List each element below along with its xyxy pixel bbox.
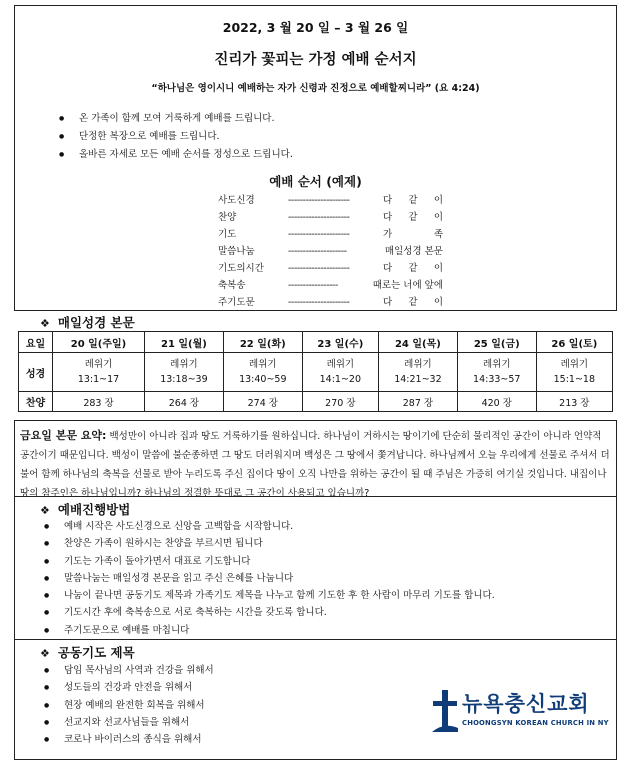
order-dashes: --------------------- [288,229,350,240]
list-item: ● 선교지와 선교사님들을 위해서 [44,714,214,731]
order-row [218,226,443,243]
scripture-cell: 레위기 15:1~18 [536,353,612,392]
row-label: 성경 [19,353,53,392]
table-row [19,332,613,353]
order-row [218,277,443,294]
order-dashes: ----------------- [288,280,338,291]
order-value: 가 족 [383,229,443,240]
order-row [218,192,443,209]
order-name: 말씀나눔 [218,246,255,257]
day-header: 23 일(수) [302,332,378,353]
table-row [19,392,613,412]
day-header: 21 일(월) [145,332,224,353]
method-list [44,518,495,639]
scripture-cell: 레위기 13:40~59 [223,353,302,392]
list-item: ● 현장 예배의 완전한 회복을 위해서 [44,697,214,714]
scripture-cell: 레위기 14:1~20 [302,353,378,392]
method-heading: ❖ 예배진행방법 [40,502,131,517]
hymn-cell: 420 장 [457,392,536,412]
order-value: 매일성경 본문 [384,246,443,257]
scripture-cell: 레위기 13:1~17 [53,353,145,392]
order-name: 기도의시간 [218,263,264,274]
header-box [14,5,617,311]
order-row [218,209,443,226]
list-item: ● 온 가족이 함께 모여 거룩하게 예배를 드립니다. [59,110,293,128]
scripture-cell: 레위기 14:33~57 [457,353,536,392]
bible-schedule-table [18,331,613,412]
divider [14,639,617,640]
order-value: 다 같 이 [383,212,443,223]
order-title: 예배 순서 (예제) [269,174,362,189]
list-item: ● 담임 목사님의 사역과 건강을 위해서 [44,662,214,679]
day-header: 25 일(금) [457,332,536,353]
order-name: 기도 [218,229,237,240]
day-header: 20 일(주일) [53,332,145,353]
order-dashes: -------------------- [288,246,347,257]
intro-list [59,110,293,164]
list-item: ● 코로나 바이러스의 종식을 위해서 [44,731,214,748]
day-header: 22 일(화) [223,332,302,353]
list-item: ● 주기도문으로 예배를 마칩니다 [44,622,495,639]
list-item: ● 나눔이 끝나면 공동기도 제목과 가족기도 제목을 나누고 함께 기도한 후 한 사람이 마무리 기도를 합니다. [44,587,495,604]
prayer-list [44,662,214,748]
scripture-cell: 레위기 13:18~39 [145,353,224,392]
list-item: ● 찬양은 가족이 원하시는 찬양을 부르시면 됩니다 [44,535,495,552]
list-item: ● 단정한 복장으로 예배를 드립니다. [59,128,293,146]
order-value: 다 같 이 [383,263,443,274]
order-dashes: --------------------- [288,195,350,206]
order-row [218,294,443,311]
scripture-verse: “하나님은 영이시니 예배하는 자가 신령과 진정으로 예배할찌니라” (요 4:24) [151,83,480,94]
order-value: 다 같 이 [383,195,443,206]
hymn-cell: 264 장 [145,392,224,412]
page-title: 진리가 꽃피는 가정 예배 순서지 [214,52,417,68]
row-label: 찬양 [19,392,53,412]
hymn-cell: 213 장 [536,392,612,412]
friday-summary [20,426,612,503]
list-item: ● 말씀나눔는 매일성경 본문을 읽고 주신 은혜를 나눕니다 [44,570,495,587]
order-row [218,243,443,260]
hymn-cell: 287 장 [378,392,457,412]
order-value: 다 같 이 [383,297,443,308]
summary-text: 백성만이 아니라 집과 땅도 거룩하기를 원하십니다. 하나님이 거하시는 땅이기에 단순히 물리적인 공간이 아니라 언약적 공간이기 때문입니다. 백성이 말씀에 불순종하면 그 땅도 더러워지며 백성은 그 땅에서 쫓겨납니다. 하나님께서 오늘 우리에게 선물로 주셔서 더불어 함께 하나님의 축복을 선물로 받아 누리도록 주신 집이다 땅이 오직 나만을 위하는 공간이 될 때 주님은 가증히 여기실 것입니다. 내집이나 땅의 참주인은 하나님입니까? 하나님의 정결한 뜻대로 그 공간이 사용되고 있습니까? [20,431,610,499]
logo-title: 뉴욕충신교회 [462,692,590,716]
order-dashes: --------------------- [288,263,350,274]
diamond-bullet-icon: ❖ [40,647,50,660]
cross-logo-icon [430,688,460,734]
schedule-heading: ❖ 매일성경 본문 [40,315,135,330]
day-header: 24 일(목) [378,332,457,353]
summary-label: 금요일 본문 요약: [20,429,107,442]
order-row [218,260,443,277]
hymn-cell: 274 장 [223,392,302,412]
hymn-cell: 283 장 [53,392,145,412]
worship-order-list [218,192,443,311]
hymn-cell: 270 장 [302,392,378,412]
church-logo [430,688,610,736]
day-header: 26 일(토) [536,332,612,353]
logo-subtitle: CHOONGSYN KOREAN CHURCH IN NY [462,719,609,727]
order-name: 찬양 [218,212,237,223]
order-name: 축복송 [218,280,246,291]
diamond-bullet-icon: ❖ [40,317,50,330]
order-value: 때로는 너에 앞에 [372,280,443,291]
diamond-bullet-icon: ❖ [40,504,50,517]
list-item: ● 기도시간 후에 축복송으로 서로 축복하는 시간을 갖도록 합니다. [44,604,495,621]
table-corner: 요일 [19,332,53,353]
order-name: 주기도문 [218,297,255,308]
list-item: ● 성도들의 건강과 안전을 위해서 [44,679,214,696]
scripture-cell: 레위기 14:21~32 [378,353,457,392]
divider [14,496,617,497]
list-item: ● 예배 시작은 사도신경으로 신앙을 고백함을 시작합니다. [44,518,495,535]
table-row [19,353,613,392]
order-name: 사도신경 [218,195,255,206]
list-item: ● 기도는 가족이 돌아가면서 대표로 기도합니다 [44,553,495,570]
order-dashes: --------------------- [288,297,350,308]
order-dashes: --------------------- [288,212,350,223]
prayer-heading: ❖ 공동기도 제목 [40,645,135,660]
list-item: ● 올바른 자세로 모든 예배 순서를 정성으로 드립니다. [59,146,293,164]
date-range: 2022, 3 월 20 일 – 3 월 26 일 [222,20,409,35]
